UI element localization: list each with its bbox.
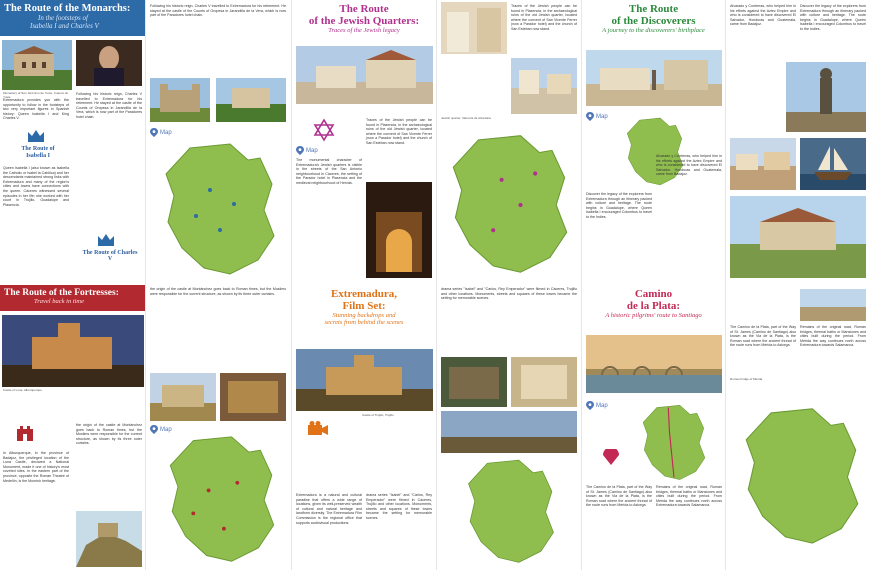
film-subtitle-1: Stunning backdrops and (332, 312, 396, 319)
monarchs-intro-paragraph: Extremadura provides you with the opportunity to follow in the footsteps of two very important figures in Spanish history: Queen Isabella I and King Charles V. (3, 98, 69, 121)
panel-discoverers (582, 0, 726, 285)
plata-cont-paragraph: The Camino de la Plata, part of the Way of St. James (Camino de Santiago) also known as the Via de la Plata, is the Roman road where the ancient thread of the route runs from Mérida to Astorga. (730, 325, 796, 348)
film-text-2 (366, 493, 432, 524)
plata-title-1: Camino (634, 288, 673, 300)
trujillo-caption: Castle of Trujillo, Trujillo (362, 413, 394, 417)
film-cont-text (441, 287, 577, 304)
crown-icon (26, 128, 46, 142)
film-title-2: Film Set: (342, 300, 386, 312)
trujillo-castle-photo (296, 349, 433, 411)
fortresses-subtitle: Travel back in time (34, 298, 85, 305)
map-pin-icon (150, 128, 158, 137)
plata-banner (582, 285, 725, 331)
castle-photo (150, 78, 210, 122)
monarchs-intro-text (3, 98, 69, 124)
castle-ruins-photo (220, 373, 286, 421)
discoverers-title-1: The Route (628, 3, 679, 15)
panel-plata (582, 285, 726, 570)
fortresses-paragraph-2: the origin of the castle at Montánchez goes back to Roman times, but the Muslims were responsible for the current structure, as shown by its three outer curtains. (76, 423, 142, 446)
fortresses-cont-paragraph: the origin of the castle at Montánchez goes back to Roman times, but the Muslims were responsible for the current structure, as shown by its three outer curtains. (150, 287, 286, 296)
plata-text-1 (586, 485, 652, 511)
plata-paragraph-2: Remains of the original road, Roman bridges, thermal baths or Mansiones and cities built during the period. From Mérida the way continues north across Extremadura towards Salamanca. (656, 485, 722, 508)
star-of-david-icon (312, 118, 336, 142)
discoverers-text-2 (656, 154, 722, 180)
plata-title-2: de la Plata: (626, 300, 681, 312)
portrait-photo (76, 40, 142, 86)
map-link-monarchs[interactable] (150, 128, 172, 137)
plata-cont-text-2 (800, 325, 866, 351)
fortress-icon (16, 425, 34, 441)
roman-bridge-photo (586, 335, 722, 393)
monarchs-subtitle-1: In the footsteps of (38, 14, 88, 22)
extremadura-map-fortresses (160, 433, 284, 567)
heading-isabella: The Route of Isabella I (21, 146, 55, 159)
hilltop-castle-photo (76, 511, 142, 567)
discoverers-title-2: of the Discoverers (611, 15, 696, 27)
extremadura-map-plata (626, 403, 722, 483)
plata-paragraph-1: The Camino de la Plata, part of the Way of St. James (Camino de Santiago) also known as the Via de la Plata, is the Roman road where the ancient thread of the route runs from Mérida to Astorga. (586, 485, 652, 508)
discoverers-cont-paragraph: Alvarado y Contreras, who helped him in his efforts against the Aztec Empire and who is considered to have discovered El Salvador, Honduras and Guatemala, came from Badajoz. (730, 4, 796, 27)
synagogue-night-photo (366, 182, 432, 278)
plata-text-2 (656, 485, 722, 511)
plata-cont-paragraph-2: Remains of the original road, Roman bridges, thermal baths or Mansiones and cities built during the period. From Mérida the way continues north across Extremadura towards Salamanca. (800, 325, 866, 348)
panel-discoverers-cont (726, 0, 870, 285)
film-subtitle-2: secrets from behind the scenes (324, 319, 404, 326)
plata-town-photo (800, 289, 866, 321)
jewish-map-text (511, 4, 577, 35)
landscape-photo (730, 196, 866, 278)
ship-photo (800, 138, 866, 190)
panel-fortresses (0, 285, 146, 570)
garden-photo (216, 78, 286, 122)
film-text-1 (296, 493, 362, 528)
monarchs-continuation-text (150, 4, 286, 21)
plata-cont-text (730, 325, 796, 351)
fortresses-text-1 (3, 451, 69, 486)
map-link-jewish[interactable] (296, 146, 318, 155)
map-label: Map (596, 402, 608, 409)
monarchs-subtitle-2: Isabella I and Charles V (30, 22, 99, 30)
film-set-photo-1 (441, 357, 507, 407)
panel-plata-cont (726, 285, 870, 570)
discoverers-plaza-photo (586, 50, 722, 106)
panel-film-cont (437, 285, 582, 570)
film-cont-paragraph: drama series "Isabel" and "Carlos, Rey Emperador" were filmed in Cáceres, Trujillo and other locations. Monuments, streets and squares of these towns became the setting for memorable scenes. (441, 287, 577, 301)
film-banner (292, 285, 436, 343)
discoverers-cont-text-2 (800, 4, 866, 35)
crown-icon-charles (96, 232, 116, 246)
plata-photo-caption: Roman bridge of Mérida (730, 377, 763, 381)
discoverers-banner (582, 0, 725, 44)
fortresses-paragraph-1: In Alburquerque, in the province of Badajoz, the privileged location of the Luna Castle, declared a National Monument, made it one of history's most coveted sites. In the eastern part of the province, opposite the Roman Theatre of Medellín, is the Moorish heritage. (3, 451, 69, 483)
panel-jewish-map (437, 0, 582, 285)
panel-film (292, 285, 437, 570)
plata-subtitle: A historic pilgrims' route to Santiago (605, 312, 702, 319)
map-pin-icon (150, 425, 158, 434)
map-pin-icon (586, 401, 594, 410)
jewish-paragraph-1: Traces of the Jewish people can be found in Plasencia, in the archaeological ruins of the old Jewish quarter, located where the convent of San Vicente Ferrer (now a Parador hotel) and the church of San Esteban now stand. (366, 118, 432, 145)
castle-interior-photo (150, 373, 216, 421)
discoverers-paragraph-2: Alvarado y Contreras, who helped him in his efforts against the Aztec Empire and who is considered to have discovered El Salvador, Honduras and Guatemala, came from Badajoz. (656, 154, 722, 177)
scallop-shell-icon (602, 449, 620, 465)
fortresses-banner (0, 285, 145, 311)
jewish-text-2 (296, 158, 362, 189)
village-photo (730, 138, 796, 190)
castle-luna-caption: Castle of Luna, Alburquerque (3, 388, 42, 392)
jewish-title-1: The Route (339, 3, 389, 15)
panel-jewish (292, 0, 437, 285)
film-title-1: Extremadura, (330, 288, 398, 300)
discoverers-cont-text (730, 4, 796, 30)
fortresses-title: The Route of the Fortresses: (4, 288, 119, 298)
heading-charles: The Route of Charles V (82, 250, 138, 262)
panel-monarchs-map (146, 0, 292, 285)
isabella-paragraph: Queen Isabella I (also known as Isabella the Catholic or Isabel la Católica) and her descendants maintained strong links with Extremadura and many of the region's cities and towns have connections with the queen. Cáceres witnessed several episodes in her life; she worked with her court in Trujillo, Guadalupe and Plasencia. (3, 166, 69, 207)
isabella-text (3, 166, 69, 210)
film-paragraph-2: drama series "Isabel" and "Carlos, Rey Emperador" were filmed in Cáceres, Trujillo and other locations. Monuments, streets and squares of these towns became the setting for memorable scenes. (366, 493, 432, 520)
charles-intro-text (76, 92, 142, 123)
fortresses-cont-text (150, 287, 286, 299)
map-label: Map (160, 426, 172, 433)
charles-intro-paragraph: Following his historic reign, Charles V travelled to Extremadura for his retirement. He stayed at the castle of the Counts of Oropesa in Jarandilla de la Vera, which is now part of the Paradores hotel chain. (76, 92, 142, 119)
map-link-plata[interactable] (586, 401, 608, 410)
extremadura-map-plata-2 (740, 389, 864, 565)
discoverers-paragraph-1: Discover the legacy of the explorers from Extremadura through an itinerary packed with culture and heritage. The route begins in Guadalupe, where Queen Isabella I encouraged Columbus to travel to the Indies. (586, 192, 652, 219)
monastery-caption: Monastery of San Jerónimo de Yuste, Cuacos de Yuste (3, 91, 69, 99)
panel-fortresses-map (146, 285, 292, 570)
jewish-photo-caption: Jewish quarter, Valencia de Alcántara (441, 116, 491, 120)
jewish-quarter-photo (296, 46, 433, 104)
monument-photo (786, 62, 866, 132)
monastery-photo (2, 40, 72, 90)
discoverers-subtitle: A journey to the discoverers' birthplace (602, 27, 705, 34)
discoverers-text-1 (586, 192, 652, 223)
jewish-street-photo-2 (511, 58, 577, 114)
castle-luna-photo (2, 315, 144, 387)
jewish-map-paragraph: Traces of the Jewish people can be found in Plasencia, in the archaeological ruins of the old Jewish quarter, located where the convent of San Vicente Ferrer (now a Parador hotel) and the church of San Esteban now stand. (511, 4, 577, 31)
fortresses-text-2 (76, 423, 142, 449)
jewish-paragraph-2: The monumental character of Extremadura's Jewish quarters is visible in the streets of the San Antonio neighbourhood in Cáceres, the setting of the Parador hotel in Plasencia and the medieval neighbourhood of Hervás. (296, 158, 362, 185)
monarchs-title: The Route of the Monarchs: (4, 3, 131, 14)
extremadura-map-monarchs (160, 140, 280, 280)
map-label: Map (160, 129, 172, 136)
film-set-photo-2 (511, 357, 577, 407)
monarchs-banner (0, 0, 145, 36)
film-set-photo-3 (441, 411, 577, 453)
extremadura-map-film (451, 457, 571, 567)
film-paragraph-1: Extremadura is a natural and cultural paradise that offers a wide range of locations, given its well-preserved wealth of cultural and natural heritage and landform diversity. The Extremadura Film Commission is the regional office that supports audiovisual productions. (296, 493, 362, 525)
extremadura-map-jewish (447, 130, 573, 280)
map-pin-icon (296, 146, 304, 155)
map-label: Map (306, 147, 318, 154)
discoverers-cont-paragraph-2: Discover the legacy of the explorers from Extremadura through an itinerary packed with culture and heritage. The route begins in Guadalupe, where Queen Isabella I encouraged Columbus to travel to the Indies. (800, 4, 866, 31)
monarchs-continuation-paragraph: Following his historic reign, Charles V travelled to Extremadura for his retirement. He stayed at the castle of the Counts of Oropesa in Jarandilla de la Vera, which is now part of the Paradores hotel chain. (150, 4, 286, 18)
jewish-subtitle: Traces of the Jewish legacy (328, 27, 400, 34)
map-label: Map (596, 113, 608, 120)
panel-monarchs (0, 0, 146, 285)
camera-icon (308, 421, 328, 437)
jewish-text-1 (366, 118, 432, 149)
jewish-title-2: of the Jewish Quarters: (308, 15, 420, 27)
jewish-banner (292, 0, 436, 40)
jewish-street-photo-1 (441, 2, 507, 54)
